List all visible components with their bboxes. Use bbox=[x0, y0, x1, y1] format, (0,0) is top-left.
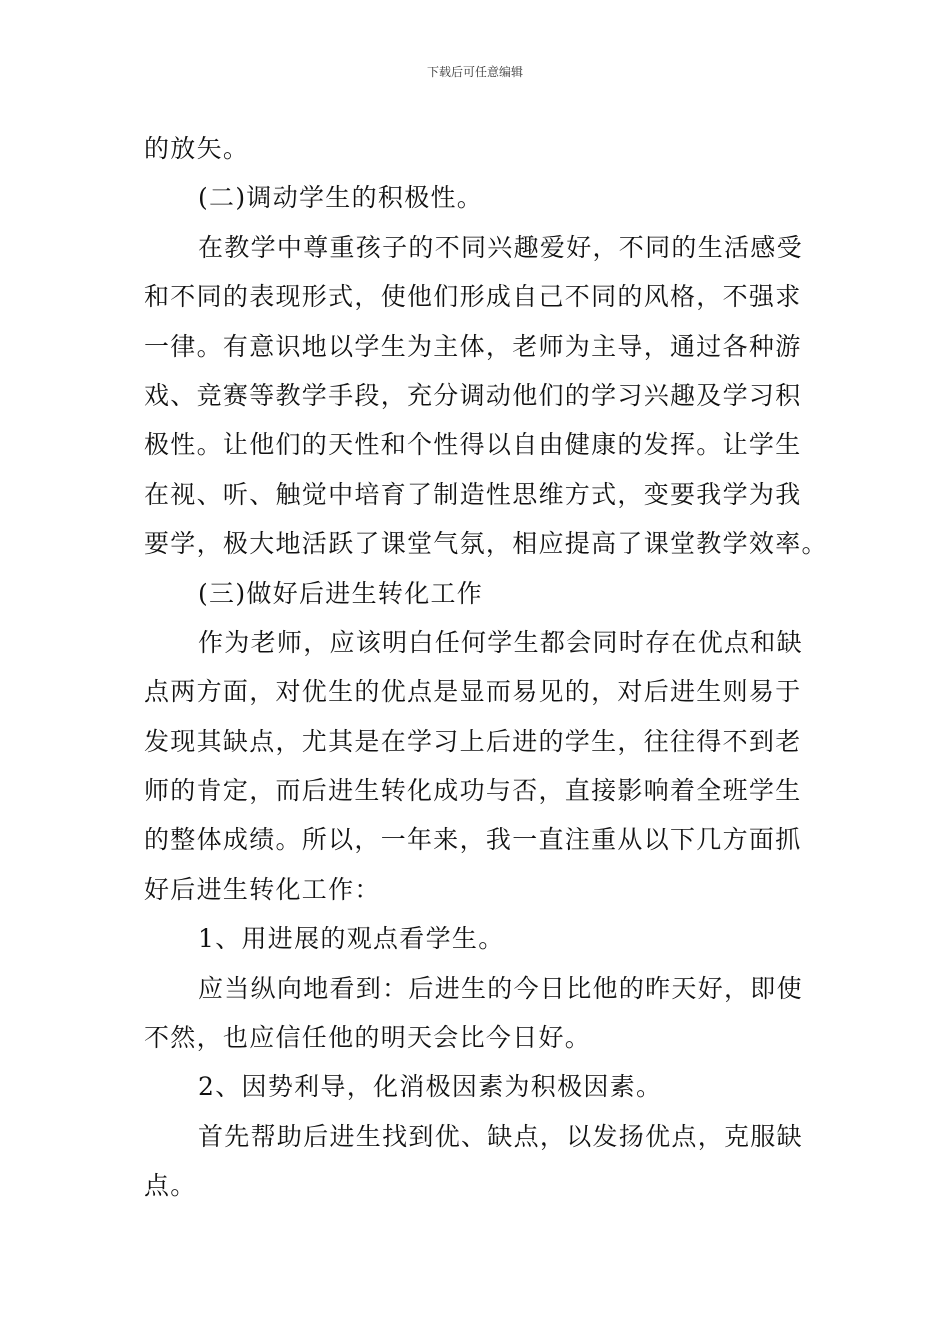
text-line: 的整体成绩。所以，一年来，我一直注重从以下几方面抓 bbox=[144, 825, 802, 855]
text-line: 在视、听、触觉中培育了制造性思维方式，变要我学为我 bbox=[144, 479, 802, 509]
section-heading: (二)调动学生的积极性。 bbox=[198, 183, 484, 213]
text-line: 在教学中尊重孩子的不同兴趣爱好，不同的生活感受 bbox=[198, 232, 803, 262]
text-line: 和不同的表现形式，使他们形成自己不同的风格，不强求 bbox=[144, 282, 802, 312]
text-line: 戏、竞赛等教学手段，充分调动他们的学习兴趣及学习积 bbox=[144, 380, 802, 410]
text-line: 首先帮助后进生找到优、缺点，以发扬优点，克服缺 bbox=[198, 1121, 803, 1151]
text-line: 的放矢。 bbox=[144, 134, 250, 163]
list-item-heading: 1、用进展的观点看学生。 bbox=[198, 924, 505, 954]
section-heading: (三)做好后进生转化工作 bbox=[198, 578, 484, 608]
text-line: 师的肯定，而后进生转化成功与否，直接影响着全班学生 bbox=[144, 776, 802, 806]
text-line: 发现其缺点，尤其是在学习上后进的学生，往往得不到老 bbox=[144, 726, 802, 756]
text-line: 不然，也应信任他的明天会比今日好。 bbox=[144, 1023, 592, 1053]
text-line: 作为老师，应该明白任何学生都会同时存在优点和缺 bbox=[198, 627, 803, 657]
text-line: 要学，极大地活跃了课堂气氛，相应提高了课堂教学效率。 bbox=[144, 529, 828, 559]
text-line: 点两方面，对优生的优点是显而易见的，对后进生则易于 bbox=[144, 677, 802, 707]
text-line: 点。 bbox=[144, 1171, 197, 1201]
text-line: 一律。有意识地以学生为主体，老师为主导，通过各种游 bbox=[144, 331, 802, 361]
text-line: 应当纵向地看到：后进生的今日比他的昨天好，即使 bbox=[198, 973, 803, 1003]
text-line: 好后进生转化工作： bbox=[144, 874, 381, 904]
list-item-heading: 2、因势利导，化消极因素为积极因素。 bbox=[198, 1072, 663, 1102]
document-body bbox=[144, 124, 828, 1211]
text-line: 极性。让他们的天性和个性得以自由健康的发挥。让学生 bbox=[144, 430, 802, 460]
page-header: 下载后可任意编辑 bbox=[426, 65, 523, 79]
